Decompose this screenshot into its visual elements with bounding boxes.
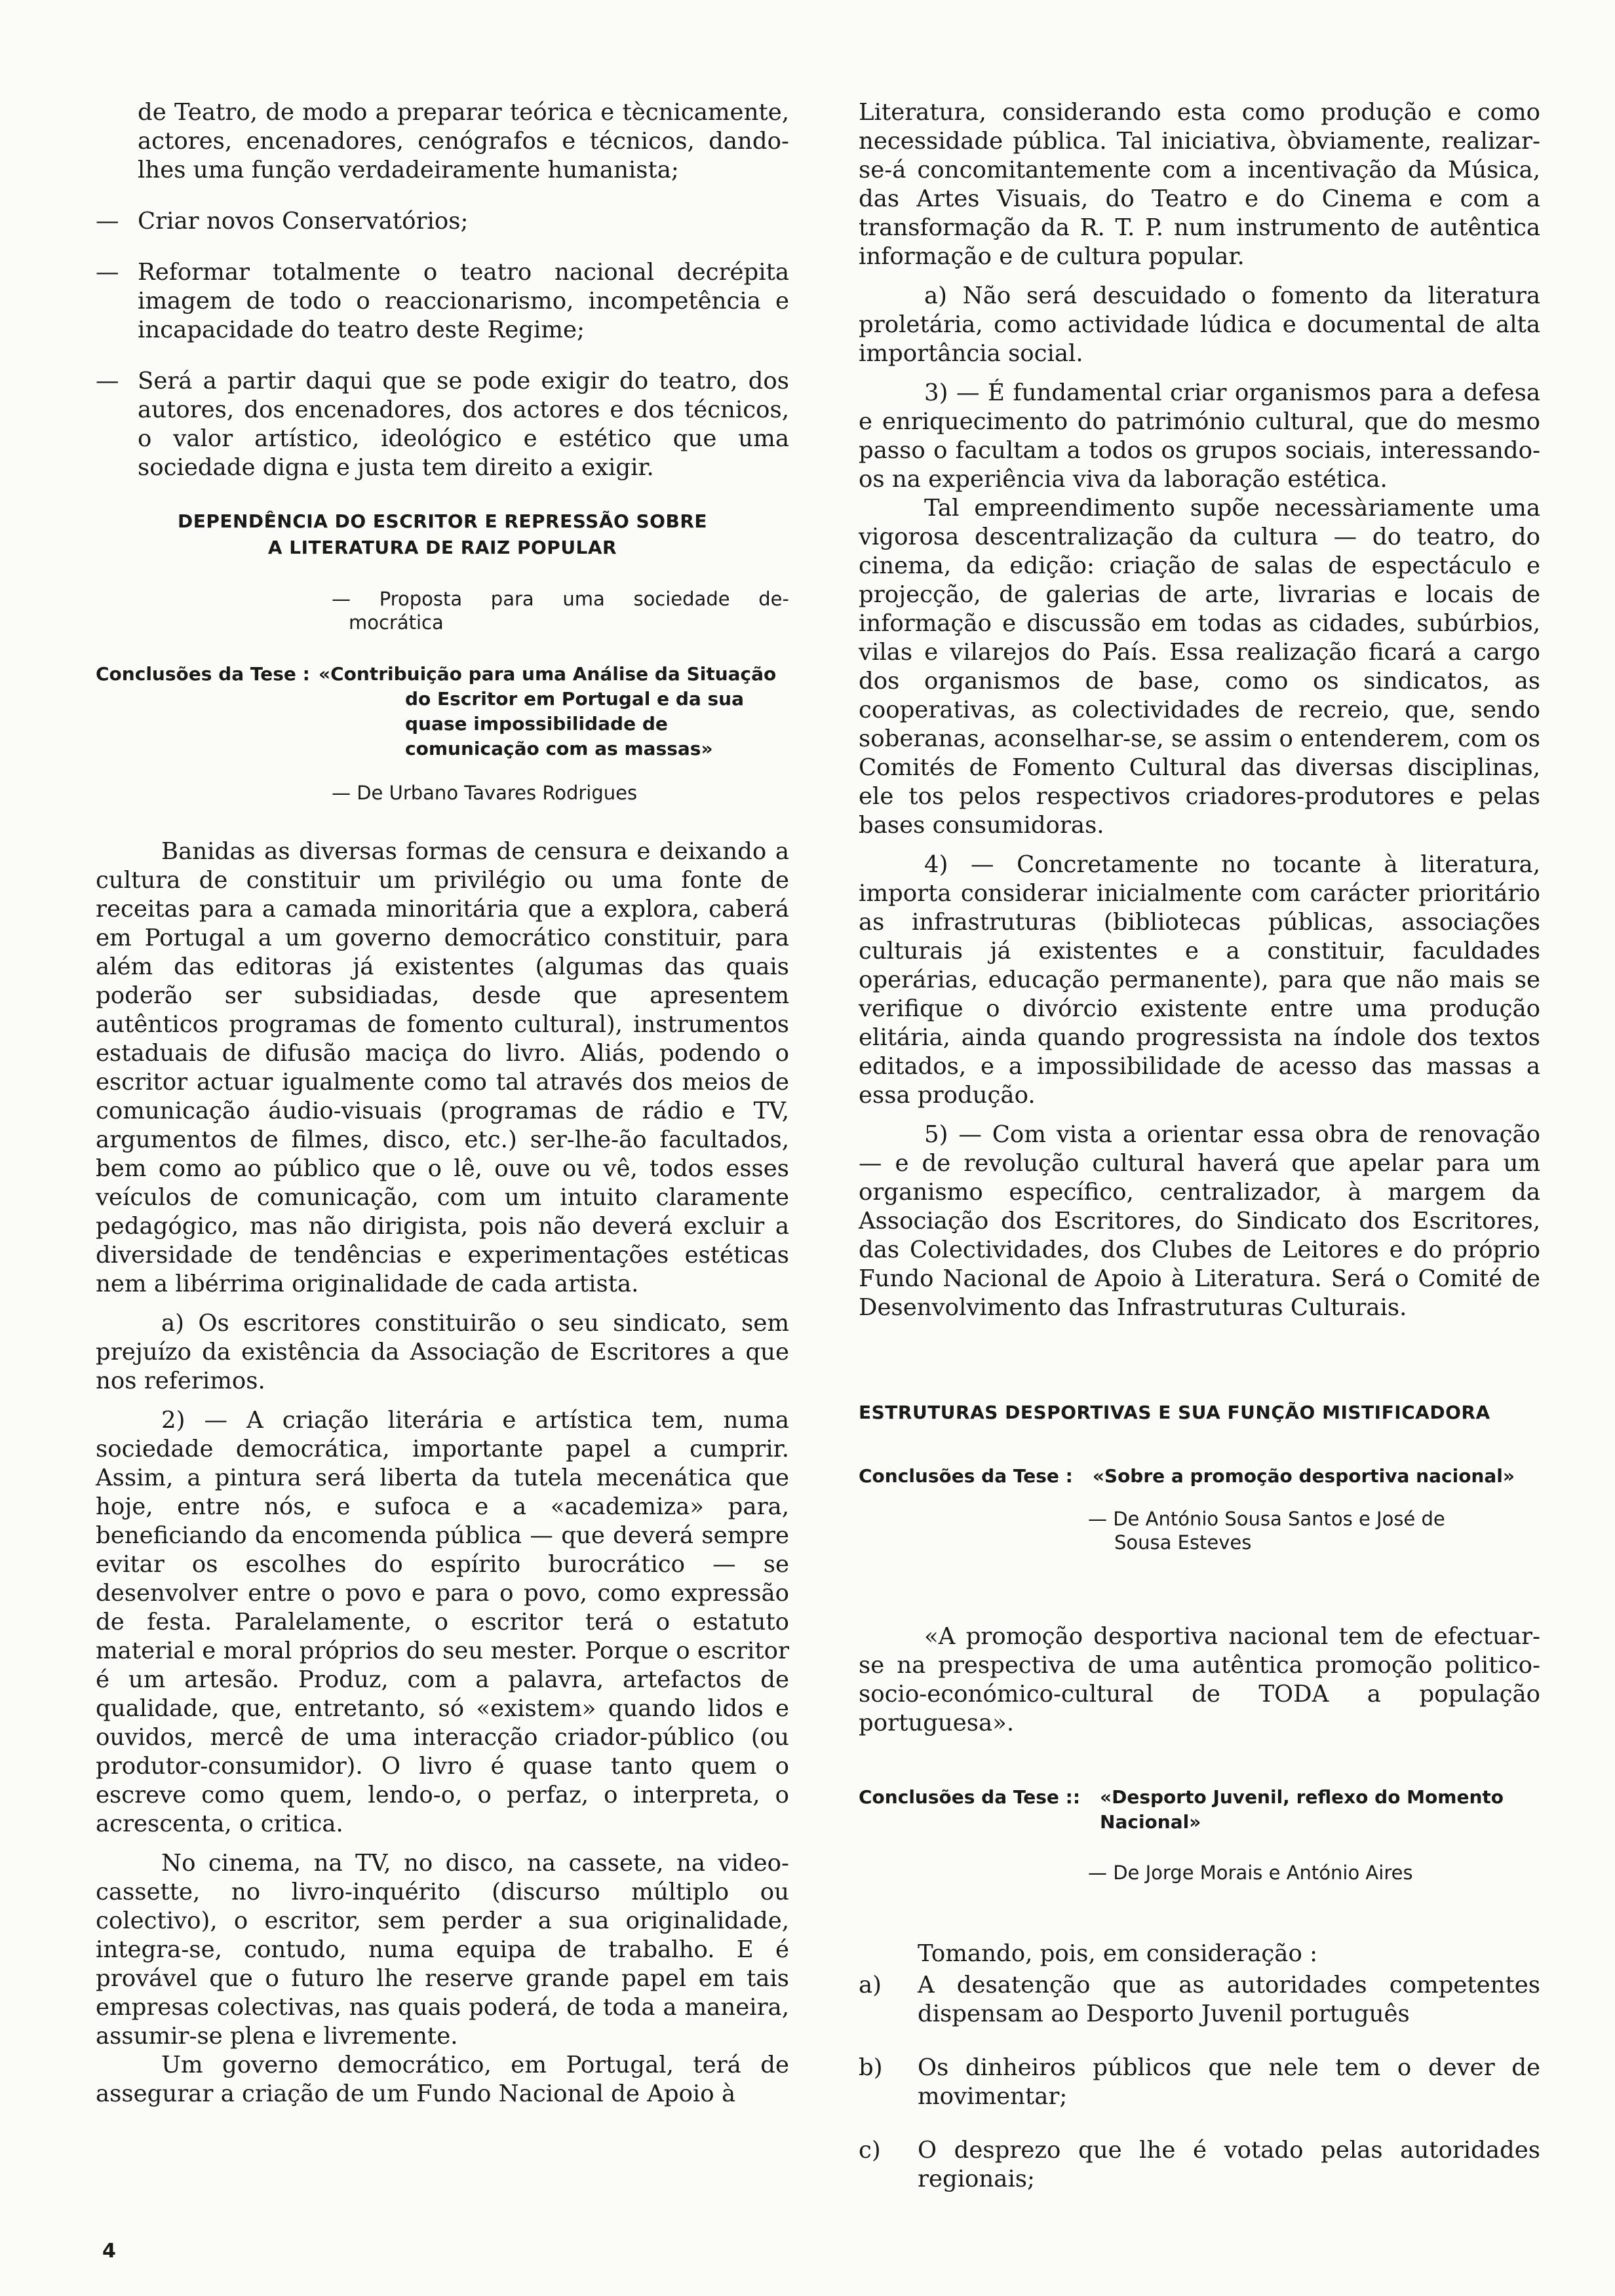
dash-item [96, 207, 789, 236]
body-paragraph: 4) — Concretamente no tocante à literatura, importa considerar inicialmente com carácter prioritário as infrastruturas (bibliotecas públicas, associações culturais já existentes e a constituir, faculdades operárias, educação permanente), para que não mais se verifique o divórcio existente entre uma produção elitária, ainda quando progressista na índole dos textos editados, e a impossibilidade de acesso das massas a essa produção. [859, 851, 1540, 1109]
dash-item-text: Reformar totalmente o teatro nacional decrépita imagem de todo o reaccionarismo, incompetência e incapacidade do teatro deste Regime; [138, 259, 789, 343]
thesis-title: «Sobre a promoção desportiva nacional» [1092, 1465, 1515, 1487]
dash-mark: — [96, 208, 119, 235]
proposal-line: mocrática [349, 611, 444, 634]
body-paragraph: Literatura, considerando esta como produção e como necessidade pública. Tal iniciativa, òbviamente, realizar-se-á concomitantemente com a incentivação da Música, das Artes Visuais, do Teatro e do Cinema e com a transformação da R. T. P. num instrumento de autêntica informação e de cultura popular. [859, 99, 1540, 270]
quote-paragraph: «A promoção desportiva nacional tem de efectuar-se na prespectiva de uma autêntica promoção politico-socio-económico-cultural de TODA a população portuguesa». [859, 1623, 1540, 1736]
thesis-author: — De Urbano Tavares Rodrigues [332, 782, 638, 804]
author-line: Sousa Esteves [1114, 1531, 1252, 1554]
list-marker: a) [859, 1972, 882, 1999]
section-heading-literature [96, 508, 789, 561]
dash-item-text: Criar novos Conservatórios; [138, 208, 469, 235]
proposal-note [96, 587, 789, 634]
thesis-label: Conclusões da Tese : [859, 1465, 1073, 1487]
list-item-text: O desprezo que lhe é votado pelas autoridades regionais; [918, 2137, 1540, 2192]
thesis-title: «Contribuição para uma Análise da Situação do Escritor em Portugal e da sua quase impossibilidade de comunicação com as massas» [319, 663, 777, 759]
body-paragraph: 5) — Com vista a orientar essa obra de renovação — e de revolução cultural haverá que apelar para um organismo específico, centralizador, à margem da Associação dos Escritores, do Sindicato dos Escritores, das Colectividades, dos Clubes de Leitores e do próprio Fundo Nacional de Apoio à Literatura. Será o Comité de Desenvolvimento das Infrastruturas Culturais. [859, 1121, 1540, 1321]
author-line: — De António Sousa Santos e José de [1088, 1508, 1445, 1530]
list-item [859, 2136, 1540, 2194]
dash-mark: — [96, 368, 119, 394]
proposal-line: — Proposta para uma sociedade de- [332, 588, 789, 610]
body-paragraph: 2) — A criação literária e artística tem, numa sociedade democrática, importante papel a cumprir. Assim, a pintura será liberta da tutela mecenática que hoje, entre nós, e sufoca e a «academiza» para, beneficiando da encomenda pública — que deverá sempre evitar os escolhes do espírito burocrático — se desenvolver entre o povo e para o povo, como expressão de festa. Paralelamente, o escritor terá o estatuto material e moral próprios do seu mester. Porque o escritor é um artesão. Produz, com a palavra, artefactos de qualidade, que, entretanto, só «existem» quando lidos e ouvidos, mercê de uma interacção criador-público (ou produtor-consumidor). O livro é quase tanto quem o escreve como quem, lendo-o, o perfaz, o interpreta, o acrescenta, o critica. [96, 1407, 789, 1837]
dash-item [96, 258, 789, 345]
list-item [859, 1971, 1540, 2029]
section-heading-line: DEPENDÊNCIA DO ESCRITOR E REPRESSÃO SOBRE [177, 510, 708, 532]
list-item-text: A desatenção que as autoridades competentes dispensam ao Desporto Juvenil português [918, 1972, 1540, 2027]
list-marker: b) [859, 2054, 883, 2081]
intro-continuation: de Teatro, de modo a preparar teórica e tècnicamente, actores, encenadores, cenógrafos e técnicos, dando-lhes uma função verdadeiramente humanista; [138, 99, 789, 183]
body-paragraph: Tal empreendimento supõe necessàriamente uma vigorosa descentralização da cultura — do teatro, do cinema, da edição: criação de salas de espectáculo e projecção, de galerias de arte, livrarias e locais de informação e discussão em todas as cidades, subúrbios, vilas e vilarejos do País. Essa realização ficará a cargo dos organismos de base, como os sindicatos, as cooperativas, as colectividades de recreio, que, sendo soberanas, aconselhar-se, se assim o entenderem, com os Comités de Fomento Cultural das diversas disciplinas, ele tos pelos respectivos criadores-produtores e pelas bases consumidoras. [859, 495, 1540, 839]
body-paragraph: a) Os escritores constituirão o seu sindicato, sem prejuízo da existência da Associação de Escritores a que nos referimos. [96, 1310, 789, 1394]
list-item [859, 2054, 1540, 2111]
left-column [96, 98, 789, 2109]
body-paragraph: Banidas as diversas formas de censura e deixando a cultura de constituir um privilégio ou uma fonte de receitas para a camada minoritária que a explora, caberá em Portugal a um governo democrático constituir, para além das editoras já existentes (algumas das quais poderão ser subsidiadas, desde que apresentem autênticos programas de fomento cultural), instrumentos estaduais de difusão maciça do livro. Aliás, podendo o escritor actuar igualmente como tal através dos meios de comunicação áudio-visuais (programas de rádio e TV, argumentos de filmes, disco, etc.) ser-lhe-ão facultados, bem como ao público que o lê, ouve ou vê, todos esses veículos de comunicação, com um intuito claramente pedagógico, mas não dirigista, pois não deverá excluir a diversidade de tendências e experimentações estéticas nem a libérrima originalidade de cada artista. [96, 838, 789, 1297]
section-heading-line: A LITERATURA DE RAIZ POPULAR [267, 537, 617, 558]
list-lead: Tomando, pois, em consideração : [918, 1940, 1318, 1967]
list-marker: c) [859, 2137, 881, 2164]
thesis-author [859, 1507, 1540, 1554]
dash-item-text: Será a partir daqui que se pode exigir do teatro, dos autores, dos encenadores, dos actores e dos técnicos, o valor artístico, ideológico e estético que uma sociedade digna e justa tem direito a exigir. [138, 368, 789, 481]
thesis-author: — De Jorge Morais e António Aires [1088, 1862, 1413, 1884]
dash-item [96, 367, 789, 482]
dash-mark: — [96, 259, 119, 286]
body-paragraph: 3) — É fundamental criar organismos para a defesa e enriquecimento do património cultural, que do mesmo passo o facultam a todos os grupos sociais, interessando-os na experiência viva da laboração estética. [859, 379, 1540, 493]
list-item-text: Os dinheiros públicos que nele tem o dever de movimentar; [918, 2054, 1540, 2110]
body-paragraph: a) Não será descuidado o fomento da literatura proletária, como actividade lúdica e documental de alta importância social. [859, 282, 1540, 367]
page-number: 4 [102, 2240, 116, 2263]
thesis-conclusions [859, 1785, 1540, 1835]
thesis-conclusions [96, 662, 789, 761]
section-heading-sports: ESTRUTURAS DESPORTIVAS E SUA FUNÇÃO MISTIFICADORA [859, 1402, 1490, 1423]
thesis-label: Conclusões da Tese : [96, 663, 310, 685]
thesis-title: «Desporto Juvenil, reflexo do Momento Nacional» [1100, 1786, 1504, 1833]
body-paragraph: Um governo democrático, em Portugal, terá de assegurar a criação de um Fundo Nacional de Apoio à [96, 2052, 789, 2107]
thesis-label: Conclusões da Tese :: [859, 1786, 1081, 1808]
thesis-conclusions [859, 1464, 1540, 1489]
right-column [859, 98, 1540, 2219]
body-paragraph: No cinema, na TV, no disco, na cassete, na video-cassette, no livro-inquérito (discurso múltiplo ou colectivo), o escritor, sem perder a sua originalidade, integra-se, contudo, numa equipa de trabalho. E é provável que o futuro lhe reserve grande papel em tais empresas colectivas, nas quais poderá, de toda a maneira, assumir-se plena e livremente. [96, 1850, 789, 2050]
